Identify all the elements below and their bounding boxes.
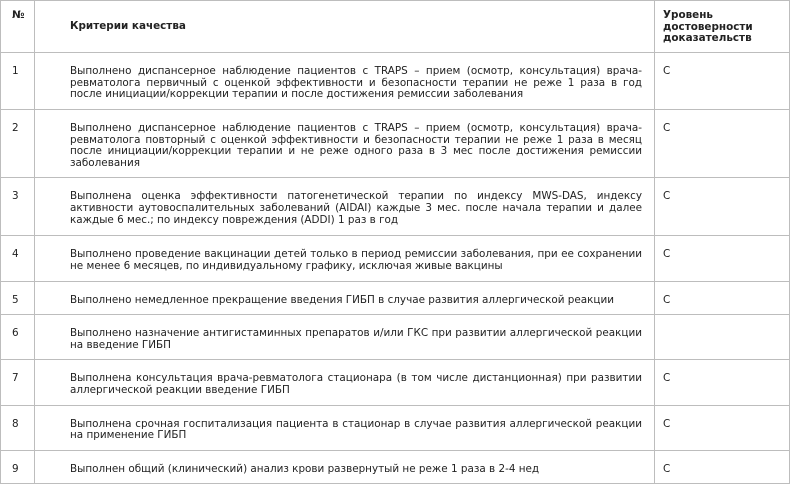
table-row bbox=[1, 315, 790, 360]
table-row bbox=[1, 236, 790, 281]
row-num: 3 bbox=[1, 178, 35, 236]
row-num: 8 bbox=[1, 405, 35, 450]
table-row bbox=[1, 53, 790, 110]
row-num: 4 bbox=[1, 236, 35, 281]
row-criteria: Выполнено назначение антигистаминных препаратов и/или ГКС при развитии аллергической реакции на введение ГИБП bbox=[35, 315, 655, 360]
row-criteria: Выполнена консультация врача-ревматолога стационара (в том числе дистанционная) при развитии аллергической реакции введение ГИБП bbox=[35, 360, 655, 405]
row-criteria: Выполнена срочная госпитализация пациента в стационар в случае развития аллергической реакции на применение ГИБП bbox=[35, 405, 655, 450]
row-level bbox=[655, 315, 790, 360]
row-criteria: Выполнено немедленное прекращение введения ГИБП в случае развития аллергической реакции bbox=[35, 281, 655, 315]
row-num: 9 bbox=[1, 450, 35, 484]
row-criteria: Выполнено проведение вакцинации детей только в период ремиссии заболевания, при ее сохранении не менее 6 месяцев, по индивидуальному графику, исключая живые вакцины bbox=[35, 236, 655, 281]
row-level: С bbox=[655, 360, 790, 405]
table-row bbox=[1, 281, 790, 315]
row-level: С bbox=[655, 405, 790, 450]
row-num: 5 bbox=[1, 281, 35, 315]
row-criteria: Выполнена оценка эффективности патогенетической терапии по индексу MWS-DAS, индексу активности аутовоспалительных заболеваний (AIDAI) каждые 3 мес. после начала терапии и далее каждые 6 мес.; по индексу повреждения (ADDI) 1 раз в год bbox=[35, 178, 655, 236]
header-num: № bbox=[1, 1, 35, 53]
table-row bbox=[1, 110, 790, 178]
row-level: С bbox=[655, 236, 790, 281]
row-num: 2 bbox=[1, 110, 35, 178]
row-num: 1 bbox=[1, 53, 35, 110]
header-row bbox=[1, 1, 790, 53]
row-level: С bbox=[655, 178, 790, 236]
row-criteria: Выполнено диспансерное наблюдение пациентов с TRAPS – прием (осмотр, консультация) врача-ревматолога первичный с оценкой эффективности и безопасности терапии не реже 1 раза в год после инициации/коррекции терапии и после достижения ремиссии заболевания bbox=[35, 53, 655, 110]
row-level: С bbox=[655, 450, 790, 484]
row-level: С bbox=[655, 53, 790, 110]
row-criteria: Выполнено диспансерное наблюдение пациентов с TRAPS – прием (осмотр, консультация) врача-ревматолога повторный с оценкой эффективности и безопасности терапии не реже 1 раза в месяц после инициации/коррекции терапии и не реже одного раза в 3 мес после достижения ремиссии заболевания bbox=[35, 110, 655, 178]
table-row bbox=[1, 405, 790, 450]
table-row bbox=[1, 178, 790, 236]
row-num: 6 bbox=[1, 315, 35, 360]
row-level: С bbox=[655, 281, 790, 315]
row-num: 7 bbox=[1, 360, 35, 405]
header-level: Уровень достоверности доказательств bbox=[655, 1, 790, 53]
table-row bbox=[1, 450, 790, 484]
header-criteria: Критерии качества bbox=[35, 1, 655, 53]
row-criteria: Выполнен общий (клинический) анализ крови развернутый не реже 1 раза в 2-4 нед bbox=[35, 450, 655, 484]
table-row bbox=[1, 360, 790, 405]
row-level: С bbox=[655, 110, 790, 178]
